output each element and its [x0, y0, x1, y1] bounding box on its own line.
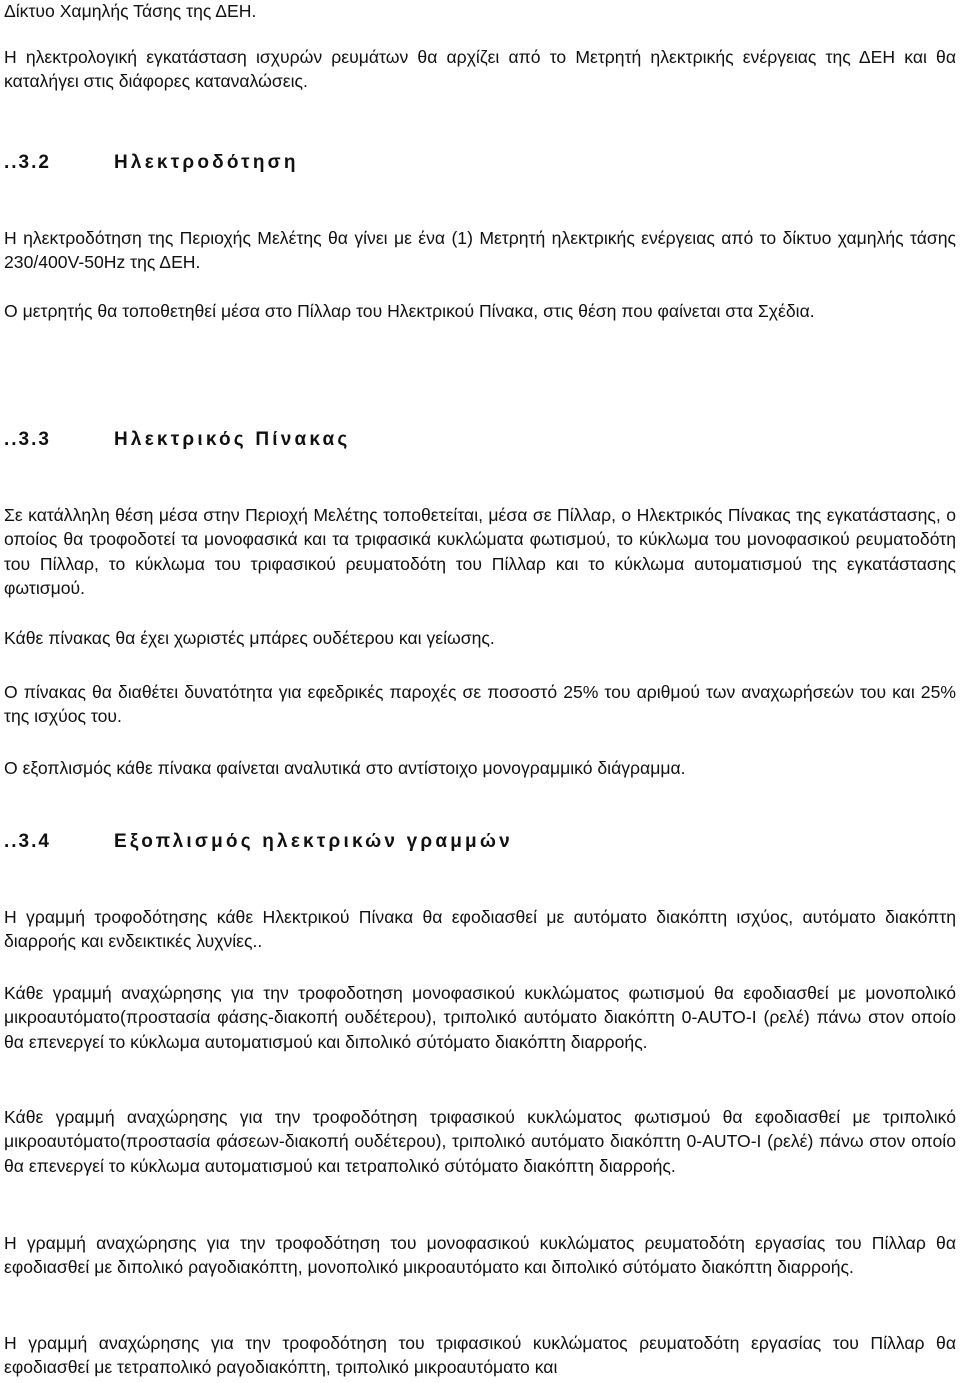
intro-paragraph: Η ηλεκτρολογική εγκατάσταση ισχυρών ρευμάτων θα αρχίζει από το Μετρητή ηλεκτρικής ενέργειας της ΔΕΗ και θα καταλήγει στις διάφορες καταναλώσεις. [4, 47, 956, 92]
section-3-4-paragraph-2: Κάθε γραμμή αναχώρησης για την τροφοδοτηση μονοφασικού κυκλώματος φωτισμού θα εφοδιασθεί με μονοπολικό μικροαυτόματο(προστασία φάσης-διακοπή ουδέτερου), τριπολικό αυτόματο διακόπτη 0-AUTO-I (ρελέ) πάνω στον οποίο θα επενεργεί το κύκλωμα αυτοματισμού και διπολικό σύτόματο διακόπτη διαρροής. [4, 983, 956, 1052]
section-3-3-heading [4, 428, 351, 452]
intro-top-line: Δίκτυο Χαμηλής Τάσης της ΔΕΗ. [4, 1, 257, 21]
section-3-4-paragraph-3: Κάθε γραμμή αναχώρησης για την τροφοδότηση τριφασικού κυκλώματος φωτισμού θα εφοδιασθεί με τριπολικό μικροαυτόματο(προστασία φάσεων-διακοπή ουδέτερου), τριπολικό αυτόματο διακόπτη 0-AUTO-I (ρελέ) πάνω στον οποίο θα επενεργεί το κύκλωμα αυτοματισμού και τετραπολικό σύτόματο διακόπτη διαρροής. [4, 1107, 956, 1176]
section-3-2-title: Ηλεκτροδότηση [114, 152, 299, 173]
section-3-2-paragraph-1: Η ηλεκτροδότηση της Περιοχής Μελέτης θα γίνει με ένα (1) Μετρητή ηλεκτρικής ενέργειας από το δίκτυο χαμηλής τάσης 230/400V-50Hz της ΔΕΗ. [4, 228, 956, 273]
section-3-3-paragraph-3: Ο πίνακας θα διαθέτει δυνατότητα για εφεδρικές παροχές σε ποσοστό 25% του αριθμού των αναχωρήσεών του και 25% της ισχύος του. [4, 682, 956, 727]
section-3-3-paragraph-2: Κάθε πίνακας θα έχει χωριστές μπάρες ουδέτερου και γείωσης. [4, 628, 495, 648]
section-3-3-paragraph-1: Σε κατάλληλη θέση μέσα στην Περιοχή Μελέτης τοποθετείται, μέσα σε Πίλλαρ, ο Ηλεκτρικός Πίνακας της εγκατάστασης, ο οποίος θα τροφοδοτεί τα μονοφασικά και τα τριφασικά κυκλώματα φωτισμού, το κύκλωμα του μονοφασικού ρευματοδότη του Πίλλαρ, το κύκλωμα του τριφασικού ρευματοδότη του Πίλλαρ και το κύκλωμα αυτοματισμού της εγκατάστασης φωτισμού. [4, 505, 956, 598]
section-3-2-heading [4, 151, 299, 175]
section-3-3-number: ..3.3 [4, 429, 51, 450]
section-3-2-paragraph-2: Ο μετρητής θα τοποθετηθεί μέσα στο Πίλλαρ του Ηλεκτρικού Πίνακα, στις θέση που φαίνεται στα Σχέδια. [4, 301, 815, 321]
section-3-3-title: Ηλεκτρικός Πίνακας [114, 429, 351, 450]
section-3-4-paragraph-1: Η γραμμή τροφοδότησης κάθε Ηλεκτρικού Πίνακα θα εφοδιασθεί με αυτόματο διακόπτη ισχύος, αυτόματο διακόπτη διαρροής και ενδεικτικές λυχνίες.. [4, 907, 956, 952]
section-3-4-number: ..3.4 [4, 831, 51, 852]
section-3-4-title: Εξοπλισμός ηλεκτρικών γραμμών [114, 831, 513, 852]
section-3-4-paragraph-4: Η γραμμή αναχώρησης για την τροφοδότηση του μονοφασικού κυκλώματος ρευματοδότη εργασίας του Πίλλαρ θα εφοδιασθεί με διπολικό ραγοδιακόπτη, μονοπολικό μικροαυτόματο και διπολικό σύτόματο διακόπτη διαρροής. [4, 1233, 956, 1278]
section-3-3-paragraph-4: Ο εξοπλισμός κάθε πίνακα φαίνεται αναλυτικά στο αντίστοιχο μονογραμμικό διάγραμμα. [4, 758, 686, 778]
section-3-4-paragraph-5: Η γραμμή αναχώρησης για την τροφοδότηση του τριφασικού κυκλώματος ρευματοδότη εργασίας του Πίλλαρ θα εφοδιασθεί με τετραπολικό ραγοδιακόπτη, τριπολικό μικροαυτόματο και [4, 1333, 956, 1378]
section-3-4-heading [4, 830, 513, 854]
section-3-2-number: ..3.2 [4, 152, 51, 173]
